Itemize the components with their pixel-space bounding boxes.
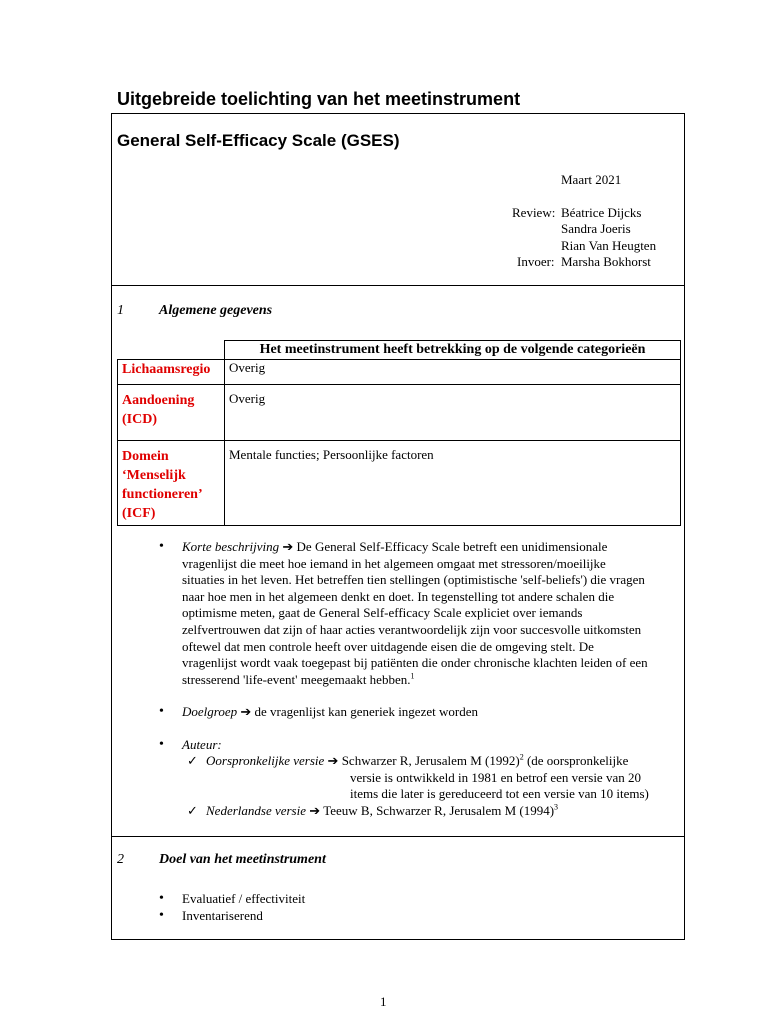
purpose-item: Inventariserend [182, 908, 263, 923]
arrow-right-icon: ➔ [309, 803, 321, 818]
korte-beschrijving [182, 539, 648, 688]
table-row [118, 385, 681, 441]
row-value: Overig [225, 385, 681, 441]
bullet-icon: • [159, 908, 164, 923]
reviewer-name: Sandra Joeris [561, 221, 631, 236]
arrow-right-icon: ➔ [240, 704, 252, 719]
orig-text: Schwarzer R, Jerusalem M (1992) [341, 753, 520, 768]
footnote-ref: 1 [410, 671, 415, 681]
korte-line: optimisme meten, gaat de General Self-efficacy Scale expliciet over iemands [182, 605, 583, 621]
checkmark-icon: ✓ [187, 753, 198, 768]
doelgroep-text: de vragenlijst kan generiek ingezet worden [254, 704, 478, 719]
arrow-right-icon: ➔ [327, 753, 339, 768]
reviewer-name: Béatrice Dijcks [561, 205, 642, 220]
korte-line: situaties in het leven. Het betreffen tien stellingen (optimistische 'self-beliefs') die vragen [182, 572, 645, 588]
korte-line: naar hoe men in het algemeen denkt en doet. In tegenstelling tot andere schalen die [182, 588, 615, 604]
korte-label: Korte beschrijving [182, 539, 280, 554]
instrument-title: General Self-Efficacy Scale (GSES) [117, 131, 400, 150]
korte-line: vragenlijst wordt vaak toegepast bij patiënten die onder chronische klachten leiden of een [182, 655, 648, 671]
review-label: Review: [512, 205, 556, 220]
section-title: Doel van het meetinstrument [159, 852, 326, 867]
purpose-item: Evaluatief / effectiviteit [182, 891, 306, 906]
auteur-label [182, 737, 222, 754]
section-divider [111, 285, 685, 286]
section-divider [111, 836, 685, 837]
korte-line: stresserend 'life-event' meegemaakt hebben. [182, 671, 411, 687]
auteur-label-text: Auteur: [182, 737, 222, 752]
checkmark-icon: ✓ [187, 803, 198, 818]
row-value: Overig [225, 360, 681, 385]
nederlandse-versie [206, 803, 558, 820]
orig-label: Oorspronkelijke versie [206, 753, 325, 768]
korte-line: oftewel dat men controle heeft over uitdagende eisen die de omgeving stelt. De [182, 638, 594, 654]
bullet-icon: • [159, 891, 164, 906]
row-label: Aandoening (ICD) [118, 385, 225, 441]
orig-text-after: (de oorspronkelijke [523, 753, 629, 768]
footnote-ref: 2 [519, 752, 524, 762]
category-table [117, 340, 681, 526]
empty-corner-cell [118, 341, 225, 360]
orig-line: versie is ontwikkeld in 1981 en betrof een versie van 20 [350, 770, 641, 785]
row-label: Lichaamsregio [118, 360, 225, 385]
korte-line: vragenlijst die meet hoe iemand in het algemeen omgaat met stressoren/moeilijke [182, 555, 606, 571]
table-header: Het meetinstrument heeft betrekking op de volgende categorieën [225, 341, 681, 360]
table-row [118, 441, 681, 526]
document-title: Uitgebreide toelichting van het meetinstrument [117, 89, 521, 109]
invoer-label: Invoer: [517, 254, 555, 269]
invoer-name: Marsha Bokhorst [561, 254, 651, 269]
doelgroep-label: Doelgroep [182, 704, 238, 719]
row-label: Domein ‘Menselijk functioneren’ (ICF) [118, 441, 225, 526]
row-value: Mentale functies; Persoonlijke factoren [225, 441, 681, 526]
footnote-ref: 3 [554, 802, 559, 812]
bullet-icon: • [159, 704, 164, 719]
doelgroep [182, 704, 478, 721]
section-number: 2 [117, 852, 124, 867]
section-number: 1 [117, 303, 124, 318]
orig-line: items die later is gereduceerd tot een versie van 10 items) [350, 786, 649, 801]
korte-line: zelfvertrouwen dat zijn of haar acties verantwoordelijk zijn voor succesvolle uitkomsten [182, 621, 642, 637]
table-row [118, 360, 681, 385]
bullet-icon: • [159, 539, 164, 554]
arrow-right-icon: ➔ [282, 539, 294, 554]
oorspronkelijke-versie [206, 753, 628, 770]
korte-line: De General Self-Efficacy Scale betreft een unidimensionale [296, 539, 608, 554]
nl-text: Teeuw B, Schwarzer R, Jerusalem M (1994) [323, 803, 555, 818]
table-header-row [118, 341, 681, 360]
bullet-icon: • [159, 737, 164, 752]
date: Maart 2021 [561, 172, 622, 187]
section-title: Algemene gegevens [159, 303, 273, 318]
reviewer-name: Rian Van Heugten [561, 238, 657, 253]
nl-label: Nederlandse versie [206, 803, 307, 818]
page-number: 1 [380, 994, 387, 1009]
